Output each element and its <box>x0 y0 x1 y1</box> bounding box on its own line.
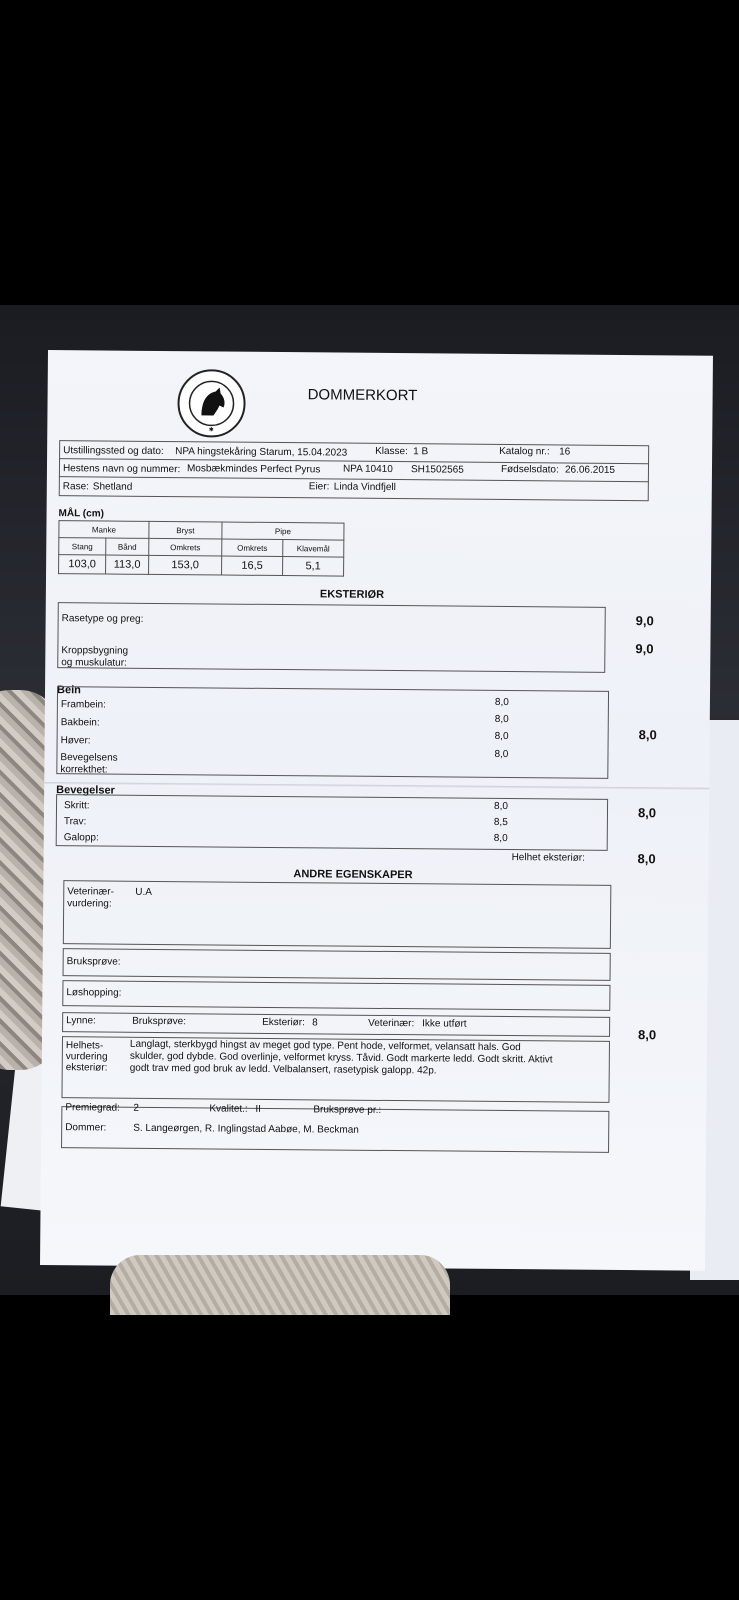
npa-number: NPA 10410 <box>342 463 393 476</box>
vet-label: Veterinær- <box>67 886 115 898</box>
bein-box <box>56 686 609 779</box>
birthdate-value: 26.06.2015 <box>564 464 616 476</box>
bev-item-score: 8,5 <box>493 816 508 829</box>
sweater-sleeve-bottom <box>110 1255 450 1315</box>
measurements-table <box>58 520 344 576</box>
bein-item-label-2: korrekthet: <box>60 764 108 776</box>
rasetype-score: 9,0 <box>635 613 654 629</box>
katalog-value: 16 <box>559 446 571 458</box>
katalog-label: Katalog nr.: <box>499 445 550 458</box>
premie-label: Premiegrad: <box>65 1102 120 1114</box>
helhets-label-2: vurdering <box>65 1051 108 1063</box>
vet-value: U.A <box>135 886 152 898</box>
bevegelser-score: 8,0 <box>637 805 657 821</box>
lynne-vet-label: Veterinær: <box>368 1017 415 1030</box>
dommer-label: Dommer: <box>65 1122 107 1134</box>
judge-card <box>40 350 713 1271</box>
bein-item-label: Bevegelsens <box>60 752 118 764</box>
horse-label: Hestens navn og nummer: <box>62 463 181 476</box>
dommer-value: S. Langeørgen, R. Inglingstad Aabøe, M. Beckman <box>133 1122 359 1136</box>
page-title: DOMMERKORT <box>307 386 418 405</box>
bein-item-label: Frambein: <box>60 699 106 711</box>
helhet-score: 8,0 <box>637 851 656 867</box>
header-bryst-omkrets: Omkrets <box>149 538 222 556</box>
value-band: 113,0 <box>106 555 149 574</box>
value-klavemal: 5,1 <box>283 557 344 577</box>
los-label: Løshopping: <box>66 987 122 999</box>
eksterior-box <box>57 602 606 673</box>
helhets-line: godt trav med god bruk av ledd. Velbalansert, rasetypisk galopp. 42p. <box>129 1062 437 1077</box>
kropp-score: 9,0 <box>635 641 654 657</box>
birthdate-label: Fødselsdato: <box>500 463 559 476</box>
eksterior-title: EKSTERIØR <box>319 588 385 601</box>
header-band: Bånd <box>106 538 149 555</box>
bruks-label: Bruksprøve: <box>66 956 121 968</box>
helhet-label: Helhet eksteriør: <box>511 852 585 864</box>
helhets-line: skulder, god dybde. God overlinje, velformet kryss. Tåvid. Godt markerte ledd. Godt skritt. Aktivt <box>129 1050 553 1066</box>
lynne-bruks-label: Bruksprøve: <box>132 1015 187 1028</box>
bein-item-score: 8,0 <box>494 730 509 743</box>
bein-item-label: Bakbein: <box>60 717 100 729</box>
paper-fold <box>44 782 709 791</box>
header-klavemal: Klavemål <box>283 540 344 558</box>
helhets-label: Helhets- <box>65 1040 104 1052</box>
bein-item-label: Høver: <box>60 735 91 747</box>
horse-name: Mosbækmindes Perfect Pyrus <box>186 463 321 476</box>
klasse-value: 1 B <box>413 446 429 458</box>
sh-number: SH1502565 <box>410 464 464 476</box>
bev-item-score: 8,0 <box>493 800 508 813</box>
kvalitet-label: Kvalitet.: <box>209 1103 248 1115</box>
value-bryst-omkrets: 153,0 <box>149 555 222 575</box>
bevegelser-box <box>56 794 608 851</box>
bev-item-label: Galopp: <box>63 832 99 844</box>
mal-title: MÅL (cm) <box>58 508 104 520</box>
bein-item-score: 8,0 <box>494 748 509 761</box>
header-stang: Stang <box>59 538 106 555</box>
rase-label: Rase: <box>62 481 89 493</box>
rasetype-label: Rasetype og preg: <box>61 613 144 625</box>
bev-item-label: Skritt: <box>63 800 90 812</box>
venue-label: Utstillingssted og dato: <box>63 445 164 458</box>
bev-item-label: Trav: <box>63 816 87 828</box>
vet-label-2: vurdering: <box>67 898 112 910</box>
klasse-label: Klasse: <box>375 445 408 458</box>
bruks-box <box>63 948 611 981</box>
header-pipe-omkrets: Omkrets <box>222 539 283 557</box>
los-box <box>62 980 610 1011</box>
bev-item-score: 8,0 <box>493 832 508 845</box>
svg-text:✱: ✱ <box>208 427 214 434</box>
bruks-pr-label: Bruksprøve pr.: <box>313 1104 382 1116</box>
eier-value: Linda Vindfjell <box>333 481 396 494</box>
helhets-label-3: eksteriør: <box>65 1062 108 1074</box>
value-pipe-omkrets: 16,5 <box>222 556 283 576</box>
kvalitet-value: II <box>255 1103 261 1115</box>
lynne-eks-label: Eksteriør: <box>262 1016 305 1029</box>
bein-item-score: 8,0 <box>494 696 509 709</box>
association-logo <box>177 369 246 438</box>
bein-title: Bein <box>56 684 81 697</box>
venue-value: NPA hingstekåring Starum, 15.04.2023 <box>175 446 348 459</box>
kropp-label-2: og muskulatur: <box>61 657 127 669</box>
lynne-score: 8,0 <box>637 1027 657 1043</box>
lynne-label: Lynne: <box>66 1015 96 1027</box>
bein-item-score: 8,0 <box>494 713 509 726</box>
group-manke: Manke <box>59 521 149 539</box>
group-pipe: Pipe <box>222 522 344 540</box>
kropp-label: Kroppsbygning <box>61 645 129 657</box>
helhets-line: Langlagt, sterkbygd hingst av meget god type. Pent hode, velformet, velansatt hals. God <box>129 1038 521 1054</box>
lynne-eks-value: 8 <box>312 1017 318 1029</box>
bein-score: 8,0 <box>638 727 657 743</box>
premie-value: 2 <box>133 1102 139 1114</box>
rase-value: Shetland <box>92 481 133 493</box>
eier-label: Eier: <box>308 481 330 493</box>
value-stang: 103,0 <box>59 555 106 574</box>
andre-title: ANDRE EGENSKAPER <box>293 868 413 882</box>
group-bryst: Bryst <box>149 521 222 539</box>
lynne-vet-value: Ikke utført <box>422 1018 467 1030</box>
bevegelser-title: Bevegelser <box>56 784 115 797</box>
